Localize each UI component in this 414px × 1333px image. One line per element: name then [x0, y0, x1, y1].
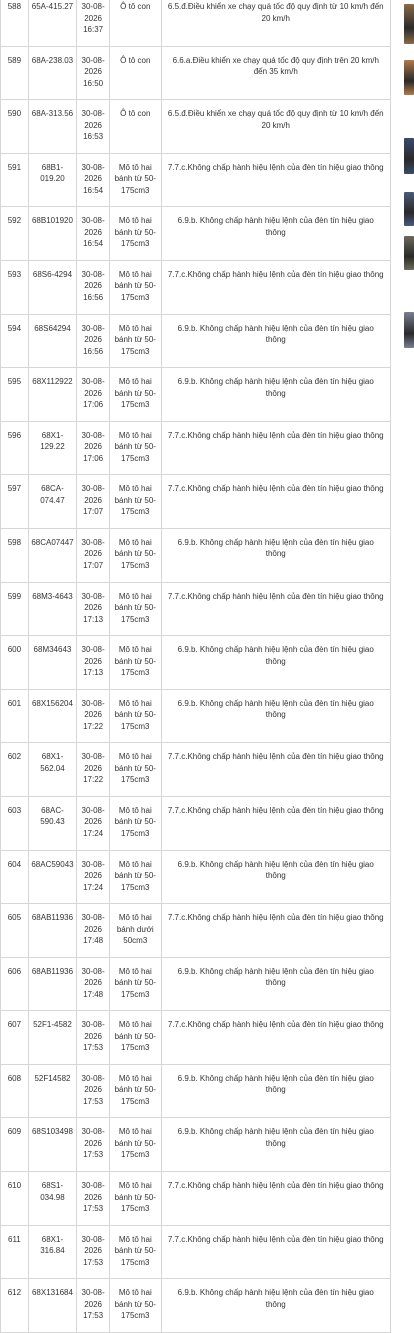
row-number-cell: 609: [1, 1118, 29, 1172]
license-plate-cell: 68X1-316.84: [28, 1225, 76, 1279]
violation-description-cell: 7.7.c.Không chấp hành hiệu lệnh của đèn tín hiệu giao thông: [161, 475, 391, 529]
row-number-cell: 603: [1, 796, 29, 850]
violation-description-cell: 6.6.a.Điều khiển xe chạy quá tốc độ quy định trên 20 km/h đến 35 km/h: [161, 46, 391, 100]
table-row: [1, 582, 391, 636]
license-plate-cell: 52F14582: [28, 1064, 76, 1118]
violation-description-cell: 6.9.b. Không chấp hành hiệu lệnh của đèn tín hiệu giao thông: [161, 368, 391, 422]
license-plate-cell: 68AB11936: [28, 957, 76, 1011]
license-plate-cell: 68X131684: [28, 1279, 76, 1333]
table-row: [1, 636, 391, 690]
table-row: [1, 260, 391, 314]
vehicle-type-cell: Mô tô hai bánh từ 50-175cm3: [110, 153, 161, 207]
violation-time-cell: 30-08-2026 17:06: [77, 421, 110, 475]
violation-time-cell: 30-08-2026 17:07: [77, 475, 110, 529]
violation-time-cell: 30-08-2026 17:22: [77, 689, 110, 743]
license-plate-cell: 68CA-074.47: [28, 475, 76, 529]
violation-description-cell: 6.9.b. Không chấp hành hiệu lệnh của đèn tín hiệu giao thông: [161, 1064, 391, 1118]
license-plate-cell: 68A-238.03: [28, 46, 76, 100]
violation-description-cell: 6.9.b. Không chấp hành hiệu lệnh của đèn tín hiệu giao thông: [161, 1279, 391, 1333]
row-number-cell: 607: [1, 1011, 29, 1065]
violation-time-cell: 30-08-2026 17:53: [77, 1225, 110, 1279]
row-number-cell: 602: [1, 743, 29, 797]
violation-time-cell: 30-08-2026 17:13: [77, 582, 110, 636]
table-row: [1, 1011, 391, 1065]
vehicle-type-cell: Mô tô hai bánh từ 50-175cm3: [110, 743, 161, 797]
vehicle-type-cell: Mô tô hai bánh từ 50-175cm3: [110, 1064, 161, 1118]
table-row: [1, 1064, 391, 1118]
row-number-cell: 600: [1, 636, 29, 690]
vehicle-type-cell: Mô tô hai bánh từ 50-175cm3: [110, 1279, 161, 1333]
table-row: [1, 850, 391, 904]
row-number-cell: 598: [1, 528, 29, 582]
violation-description-cell: 7.7.c.Không chấp hành hiệu lệnh của đèn tín hiệu giao thông: [161, 582, 391, 636]
vehicle-type-cell: Mô tô hai bánh từ 50-175cm3: [110, 689, 161, 743]
row-number-cell: 608: [1, 1064, 29, 1118]
vehicle-type-cell: Mô tô hai bánh từ 50-175cm3: [110, 260, 161, 314]
violation-description-cell: 7.7.c.Không chấp hành hiệu lệnh của đèn tín hiệu giao thông: [161, 796, 391, 850]
license-plate-cell: 68B1-019.20: [28, 153, 76, 207]
violations-table-body: [1, 0, 391, 1332]
evidence-thumbnail-image[interactable]: [404, 236, 414, 270]
row-number-cell: 604: [1, 850, 29, 904]
license-plate-cell: 68X1-129.22: [28, 421, 76, 475]
row-number-cell: 595: [1, 368, 29, 422]
license-plate-cell: 68AC59043: [28, 850, 76, 904]
violation-description-cell: 6.9.b. Không chấp hành hiệu lệnh của đèn tín hiệu giao thông: [161, 636, 391, 690]
violation-time-cell: 30-08-2026 16:50: [77, 46, 110, 100]
row-number-cell: 606: [1, 957, 29, 1011]
violation-time-cell: 30-08-2026 17:24: [77, 796, 110, 850]
violation-time-cell: 30-08-2026 16:54: [77, 153, 110, 207]
violation-time-cell: 30-08-2026 17:06: [77, 368, 110, 422]
table-row: [1, 796, 391, 850]
vehicle-type-cell: Mô tô hai bánh từ 50-175cm3: [110, 1225, 161, 1279]
row-number-cell: 591: [1, 153, 29, 207]
license-plate-cell: 68X1-562.04: [28, 743, 76, 797]
violation-description-cell: 6.5.đ.Điều khiển xe chạy quá tốc độ quy định từ 10 km/h đến 20 km/h: [161, 100, 391, 154]
violation-description-cell: 7.7.c.Không chấp hành hiệu lệnh của đèn tín hiệu giao thông: [161, 1172, 391, 1226]
license-plate-cell: 68S1-034.98: [28, 1172, 76, 1226]
row-number-cell: 612: [1, 1279, 29, 1333]
license-plate-cell: 68A-313.56: [28, 100, 76, 154]
violation-time-cell: 30-08-2026 17:53: [77, 1118, 110, 1172]
license-plate-cell: 68S6-4294: [28, 260, 76, 314]
violation-time-cell: 30-08-2026 17:53: [77, 1172, 110, 1226]
vehicle-type-cell: Mô tô hai bánh từ 50-175cm3: [110, 421, 161, 475]
row-number-cell: 601: [1, 689, 29, 743]
violation-time-cell: 30-08-2026 16:56: [77, 314, 110, 368]
violation-description-cell: 7.7.c.Không chấp hành hiệu lệnh của đèn tín hiệu giao thông: [161, 1225, 391, 1279]
evidence-thumbnail-image[interactable]: [404, 138, 414, 174]
violation-description-cell: 7.7.c.Không chấp hành hiệu lệnh của đèn tín hiệu giao thông: [161, 260, 391, 314]
table-row: [1, 153, 391, 207]
table-row: [1, 1172, 391, 1226]
table-row: [1, 475, 391, 529]
license-plate-cell: 68M3-4643: [28, 582, 76, 636]
violation-description-cell: 7.7.c.Không chấp hành hiệu lệnh của đèn tín hiệu giao thông: [161, 743, 391, 797]
table-row: [1, 743, 391, 797]
row-number-cell: 592: [1, 207, 29, 261]
vehicle-type-cell: Ô tô con: [110, 46, 161, 100]
vehicle-type-cell: Mô tô hai bánh từ 50-175cm3: [110, 582, 161, 636]
violation-time-cell: 30-08-2026 17:24: [77, 850, 110, 904]
violation-description-cell: 6.9.b. Không chấp hành hiệu lệnh của đèn tín hiệu giao thông: [161, 528, 391, 582]
violation-time-cell: 30-08-2026 16:54: [77, 207, 110, 261]
violation-time-cell: 30-08-2026 16:37: [77, 0, 110, 46]
violation-description-cell: 6.9.b. Không chấp hành hiệu lệnh của đèn tín hiệu giao thông: [161, 207, 391, 261]
row-number-cell: 597: [1, 475, 29, 529]
vehicle-type-cell: Mô tô hai bánh từ 50-175cm3: [110, 207, 161, 261]
table-row: [1, 904, 391, 958]
violation-description-cell: 6.9.b. Không chấp hành hiệu lệnh của đèn tín hiệu giao thông: [161, 957, 391, 1011]
violation-description-cell: 6.5.đ.Điều khiển xe chạy quá tốc độ quy định từ 10 km/h đến 20 km/h: [161, 0, 391, 46]
license-plate-cell: 68CA07447: [28, 528, 76, 582]
row-number-cell: 593: [1, 260, 29, 314]
violation-time-cell: 30-08-2026 16:53: [77, 100, 110, 154]
vehicle-type-cell: Mô tô hai bánh từ 50-175cm3: [110, 1118, 161, 1172]
row-number-cell: 590: [1, 100, 29, 154]
vehicle-type-cell: Mô tô hai bánh từ 50-175cm3: [110, 957, 161, 1011]
table-row: [1, 689, 391, 743]
license-plate-cell: 65A-415.27: [28, 0, 76, 46]
license-plate-cell: 68AB11936: [28, 904, 76, 958]
evidence-thumbnail-image[interactable]: [404, 4, 414, 44]
table-row: [1, 0, 391, 46]
violation-description-cell: 6.9.b. Không chấp hành hiệu lệnh của đèn tín hiệu giao thông: [161, 850, 391, 904]
row-number-cell: 588: [1, 0, 29, 46]
row-number-cell: 589: [1, 46, 29, 100]
vehicle-type-cell: Mô tô hai bánh từ 50-175cm3: [110, 1011, 161, 1065]
violation-time-cell: 30-08-2026 17:53: [77, 1011, 110, 1065]
table-row: [1, 207, 391, 261]
table-row: [1, 1225, 391, 1279]
violation-time-cell: 30-08-2026 17:53: [77, 1064, 110, 1118]
table-row: [1, 100, 391, 154]
violation-description-cell: 6.9.b. Không chấp hành hiệu lệnh của đèn tín hiệu giao thông: [161, 1118, 391, 1172]
license-plate-cell: 68AC-590.43: [28, 796, 76, 850]
evidence-thumbnail-image[interactable]: [404, 60, 414, 95]
violation-time-cell: 30-08-2026 17:48: [77, 904, 110, 958]
violation-time-cell: 30-08-2026 17:13: [77, 636, 110, 690]
violation-time-cell: 30-08-2026 17:53: [77, 1279, 110, 1333]
table-row: [1, 1118, 391, 1172]
license-plate-cell: 68X156204: [28, 689, 76, 743]
license-plate-cell: 52F1-4582: [28, 1011, 76, 1065]
license-plate-cell: 68X112922: [28, 368, 76, 422]
vehicle-type-cell: Mô tô hai bánh từ 50-175cm3: [110, 314, 161, 368]
vehicle-type-cell: Mô tô hai bánh từ 50-175cm3: [110, 796, 161, 850]
license-plate-cell: 68S64294: [28, 314, 76, 368]
license-plate-cell: 68S103498: [28, 1118, 76, 1172]
vehicle-type-cell: Ô tô con: [110, 100, 161, 154]
violation-time-cell: 30-08-2026 17:48: [77, 957, 110, 1011]
violation-description-cell: 7.7.c.Không chấp hành hiệu lệnh của đèn tín hiệu giao thông: [161, 904, 391, 958]
violation-description-cell: 7.7.c.Không chấp hành hiệu lệnh của đèn tín hiệu giao thông: [161, 1011, 391, 1065]
table-row: [1, 368, 391, 422]
table-row: [1, 46, 391, 100]
row-number-cell: 594: [1, 314, 29, 368]
evidence-thumbnail-strip: [404, 0, 414, 1326]
license-plate-cell: 68M34643: [28, 636, 76, 690]
violation-time-cell: 30-08-2026 16:56: [77, 260, 110, 314]
violation-description-cell: 6.9.b. Không chấp hành hiệu lệnh của đèn tín hiệu giao thông: [161, 314, 391, 368]
vehicle-type-cell: Mô tô hai bánh từ 50-175cm3: [110, 636, 161, 690]
violation-description-cell: 7.7.c.Không chấp hành hiệu lệnh của đèn tín hiệu giao thông: [161, 421, 391, 475]
violation-time-cell: 30-08-2026 17:07: [77, 528, 110, 582]
vehicle-type-cell: Mô tô hai bánh từ 50-175cm3: [110, 528, 161, 582]
table-row: [1, 1279, 391, 1333]
violation-description-cell: 7.7.c.Không chấp hành hiệu lệnh của đèn tín hiệu giao thông: [161, 153, 391, 207]
vehicle-type-cell: Mô tô hai bánh từ 50-175cm3: [110, 368, 161, 422]
row-number-cell: 599: [1, 582, 29, 636]
vehicle-type-cell: Mô tô hai bánh từ 50-175cm3: [110, 850, 161, 904]
table-row: [1, 314, 391, 368]
row-number-cell: 605: [1, 904, 29, 958]
evidence-thumbnail-image[interactable]: [404, 192, 414, 226]
vehicle-type-cell: Ô tô con: [110, 0, 161, 46]
vehicle-type-cell: Mô tô hai bánh từ 50-175cm3: [110, 475, 161, 529]
row-number-cell: 611: [1, 1225, 29, 1279]
table-row: [1, 957, 391, 1011]
vehicle-type-cell: Mô tô hai bánh dưới 50cm3: [110, 904, 161, 958]
vehicle-type-cell: Mô tô hai bánh từ 50-175cm3: [110, 1172, 161, 1226]
table-row: [1, 528, 391, 582]
table-row: [1, 421, 391, 475]
evidence-thumbnail-image[interactable]: [404, 312, 414, 348]
violation-time-cell: 30-08-2026 17:22: [77, 743, 110, 797]
row-number-cell: 610: [1, 1172, 29, 1226]
license-plate-cell: 68B101920: [28, 207, 76, 261]
violation-description-cell: 6.9.b. Không chấp hành hiệu lệnh của đèn tín hiệu giao thông: [161, 689, 391, 743]
row-number-cell: 596: [1, 421, 29, 475]
